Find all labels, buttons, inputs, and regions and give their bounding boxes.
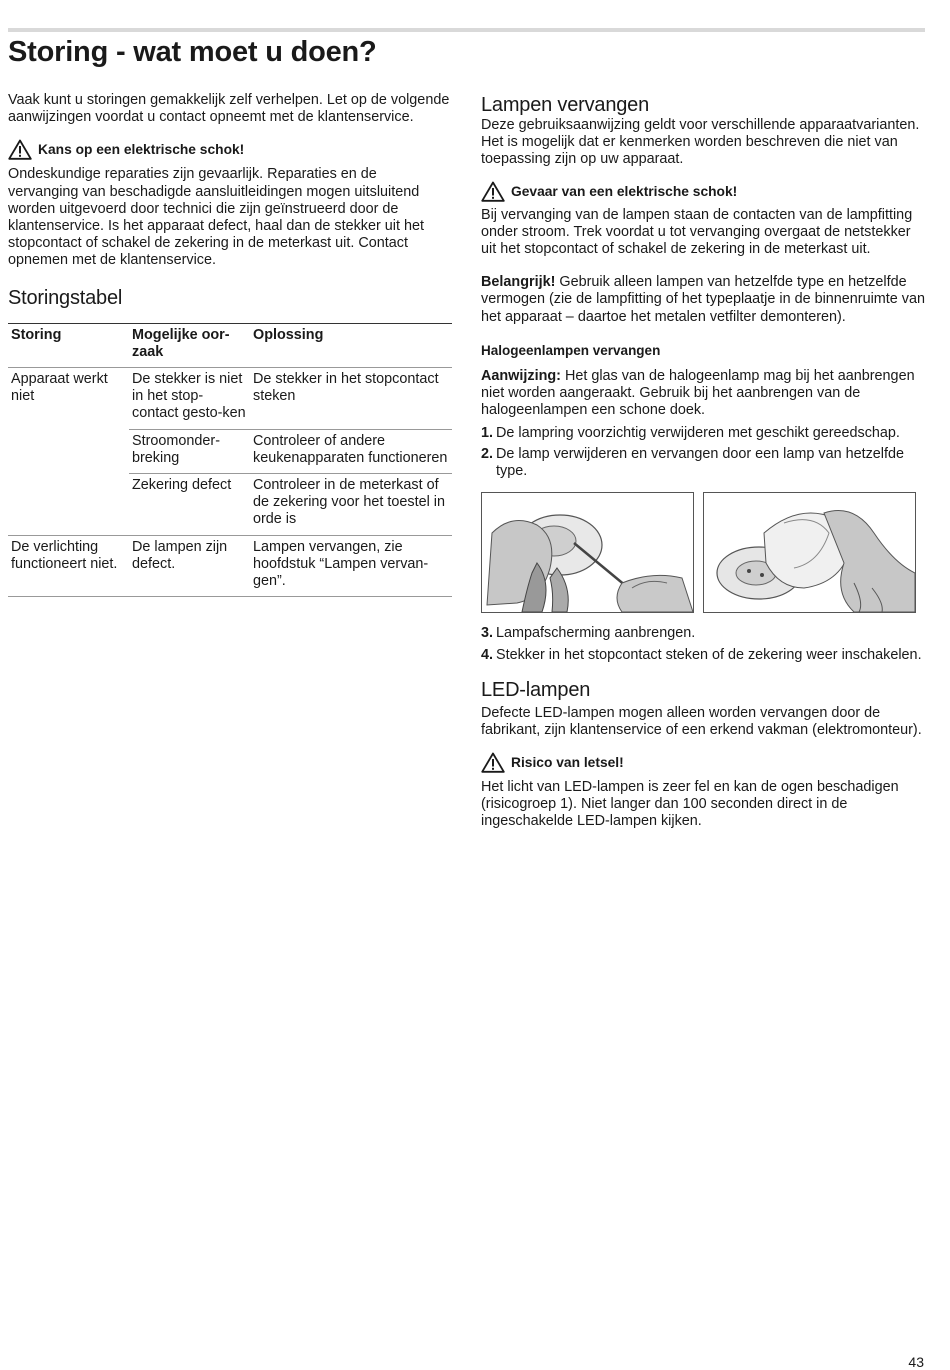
lamp-replace-illustration — [704, 493, 915, 612]
lamp-ring-tool-illustration — [482, 493, 693, 612]
top-rule — [8, 28, 925, 32]
steps-list-a — [481, 425, 925, 481]
cell-oorzaak: Stroomonder-breking — [129, 429, 250, 473]
cell-storing — [8, 474, 129, 536]
th-storing: Storing — [8, 323, 129, 367]
table-row — [8, 474, 452, 536]
important-label: Belangrijk! — [481, 274, 556, 291]
left-column — [8, 92, 451, 597]
halogen-heading: Halogeenlampen vervangen — [481, 342, 661, 358]
warning-text: Ondeskundige reparaties zijn gevaarlijk. Reparaties en de vervanging van beschadigde aansluitleidingen mogen uitsluitend worden uitgevoerd door technici die zijn geïnstrueerd door de klantenservice. Is het apparaat defect, haal dan de stekker uit het stopcontact of schakel de zekering in de meterkast uit. Contact opnemen met de klantenservice. — [8, 166, 424, 269]
note-text: Het glas van de halogeenlamp mag bij het aanbrengen niet worden aangeraakt. Gebruik bij het aanbrengen van de halogeenlampen een schone doek. — [481, 368, 915, 419]
table-heading: Storingstabel — [8, 286, 123, 309]
list-item — [481, 425, 925, 442]
cell-storing: Apparaat werkt niet — [11, 371, 108, 405]
page-title: Storing - wat moet u doen? — [8, 36, 377, 68]
led-heading: LED-lampen — [481, 678, 591, 701]
warning-injury — [481, 752, 925, 773]
list-item — [481, 647, 925, 664]
step-text: De lampring voorzichtig verwijderen met geschikt gereedschap. — [496, 424, 900, 441]
cell-storing: De verlichting functioneert niet. — [8, 535, 129, 597]
step-text: De lamp verwijderen en vervangen door een lamp van hetzelfde type. — [496, 445, 904, 480]
important-text: Gebruik alleen lampen van hetzelfde type en hetzelfde vermogen (zie de lampfitting of het typeplaatje in de binnenruimte van het apparaat – daartoe het metalen vetfilter demonteren). — [481, 274, 925, 325]
warning-title: Kans op een elektrische schok! — [38, 142, 245, 158]
lamps-intro: Deze gebruiksaanwijzing geldt voor verschillende apparaatvarianten. Het is mogelijk dat er kenmerken worden beschreven die niet van toepassing zijn op uw apparaat. — [481, 117, 920, 168]
cell-storing — [8, 429, 129, 473]
step-number: 3. — [481, 625, 494, 642]
illustration-row — [481, 492, 925, 613]
cell-oplossing: Lampen vervangen, zie hoofdstuk “Lampen vervan-gen”. — [250, 535, 452, 597]
list-item — [481, 446, 925, 480]
lamps-heading: Lampen vervangen — [481, 94, 650, 116]
warning-text: Bij vervanging van de lampen staan de contacten van de lampfitting onder stroom. Trek voordat u tot vervanging overgaat de netstekker uit het stopcontact of schakel de zekering in de meterkast uit. — [481, 206, 913, 258]
illustration-remove-ring — [481, 492, 694, 613]
warning-triangle-icon — [481, 752, 505, 773]
cell-oorzaak: Zekering defect — [129, 474, 250, 536]
warning-triangle-icon — [481, 181, 505, 202]
warning-title: Risico van letsel! — [511, 754, 624, 770]
table-row — [8, 429, 452, 473]
warning-triangle-icon — [8, 139, 32, 160]
important-note — [481, 274, 925, 326]
cell-oorzaak: De stekker is niet in het stop-contact gesto-ken — [129, 368, 250, 430]
led-text: Defecte LED-lampen mogen alleen worden vervangen door de fabrikant, zijn klantenservice of een erkend vakman (elektromonteur). — [481, 704, 922, 738]
fault-table — [8, 323, 452, 598]
cell-oplossing: Controleer in de meterkast of de zekering voor het toestel in orde is — [250, 474, 452, 536]
th-oorzaak: Mogelijke oor-zaak — [129, 323, 250, 367]
cell-oorzaak: De lampen zijn defect. — [129, 535, 250, 597]
step-text: Lampafscherming aanbrengen. — [496, 625, 696, 642]
step-text: Stekker in het stopcontact steken of de zekering weer inschakelen. — [496, 647, 922, 664]
table-row — [8, 535, 452, 597]
table-header-row — [8, 323, 452, 367]
warning-title: Gevaar van een elektrische schok! — [511, 183, 738, 199]
note-label: Aanwijzing: — [481, 368, 561, 385]
cell-oplossing: De stekker in het stopcontact steken — [250, 368, 452, 430]
warning-shock — [8, 139, 451, 160]
list-item — [481, 625, 925, 642]
step-number: 1. — [481, 424, 494, 441]
steps-list-b — [481, 625, 925, 664]
step-number: 2. — [481, 445, 494, 462]
th-oplossing: Oplossing — [250, 323, 452, 367]
table-row — [8, 368, 452, 430]
step-number: 4. — [481, 647, 494, 664]
halogen-note — [481, 368, 925, 420]
cell-oplossing: Controleer of andere keukenapparaten functioneren — [250, 429, 452, 473]
illustration-replace-lamp — [703, 492, 916, 613]
intro-text: Vaak kunt u storingen gemakkelijk zelf verhelpen. Let op de volgende aanwijzingen voordat u contact opneemt met de klantenservice. — [8, 92, 450, 126]
right-column — [481, 93, 925, 831]
page-number: 43 — [908, 1354, 924, 1370]
warning-text: Het licht van LED-lampen is zeer fel en kan de ogen beschadigen (risicogroep 1). Niet langer dan 100 seconden direct in de ingeschakelde LED-lampen kijken. — [481, 779, 899, 830]
warning-shock-lamps — [481, 181, 925, 202]
